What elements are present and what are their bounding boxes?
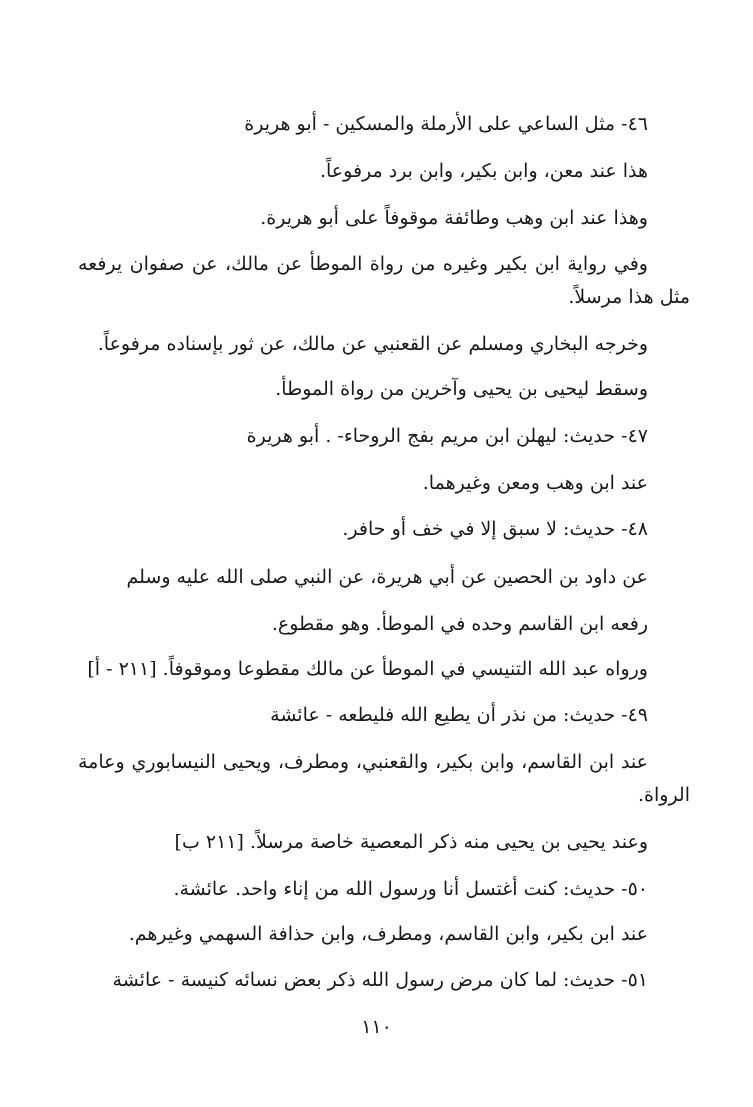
text-line: ٥١- حديث: لما كان مرض رسول الله ذكر بعض نسائه كنيسة - عائشة (112, 969, 648, 991)
text-line: وفي رواية ابن بكير وغيره من رواة الموطأ عن مالك، عن صفوان يرفعه (78, 253, 648, 275)
text-line: ورواه عبد الله التنيسي في الموطأ عن مالك مقطوعا وموقوفاً. [٢١١ - أ] (87, 658, 648, 680)
text-line: ٤٦- مثل الساعي على الأرملة والمسكين - أبو هريرة (244, 113, 648, 135)
text-line: الرواة. (638, 784, 690, 806)
text-line: وخرجه البخاري ومسلم عن القعنبي عن مالك، عن ثور بإسناده مرفوعاً. (97, 333, 648, 355)
text-line: هذا عند معن، وابن بكير، وابن برد مرفوعاً. (319, 160, 648, 182)
text-line: رفعه ابن القاسم وحده في الموطأ. وهو مقطوع. (271, 613, 648, 635)
text-line: مثل هذا مرسلاً. (568, 286, 690, 308)
text-line: عن داود بن الحصين عن أبي هريرة، عن النبي صلى الله عليه وسلم (126, 566, 648, 588)
text-line: عند ابن بكير، وابن القاسم، ومطرف، وابن حذافة السهمي وغيرهم. (128, 923, 648, 945)
text-line: ٤٧- حديث: ليهلن ابن مريم بفج الروحاء- . أبو هريرة (246, 425, 648, 447)
text-line: وعند يحيى بن يحيى منه ذكر المعصية خاصة مرسلاً. [٢١١ ب] (174, 831, 648, 853)
text-line: ٤٨- حديث: لا سبق إلا في خف أو حافر. (342, 518, 648, 540)
text-line: ٥٠- حديث: كنت أغتسل أنا ورسول الله من إناء واحد. عائشة. (173, 878, 648, 900)
text-line: ٤٩- حديث: من نذر أن يطيع الله فليطعه - عائشة (270, 704, 648, 726)
text-line: عند ابن القاسم، وابن بكير، والقعنبي، ومطرف، ويحيى النيسابوري وعامة (78, 751, 648, 773)
page-number: ١١٠ (361, 1016, 392, 1038)
text-line: وهذا عند ابن وهب وطائفة موقوفاً على أبو هريرة. (260, 207, 648, 229)
text-line: عند ابن وهب ومعن وغيرهما. (422, 472, 648, 494)
text-line: وسقط ليحيى بن يحيى وآخرين من رواة الموطأ. (275, 378, 648, 400)
